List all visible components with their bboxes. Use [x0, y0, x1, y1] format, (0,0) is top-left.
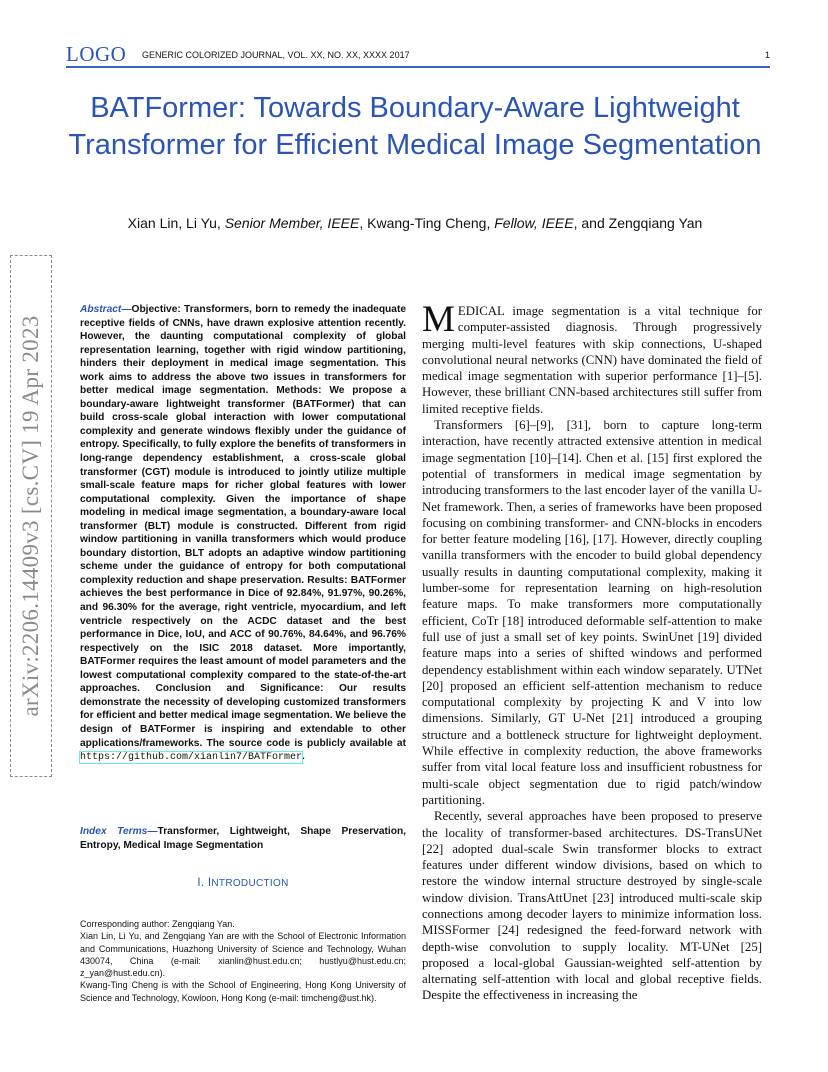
footnote-affiliation-2: Kwang-Ting Cheng is with the School of Engineering, Hong Kong University of Science and Technology, Kowloon, Hong Kong (e-mail: timcheng@ust.hk).	[80, 980, 406, 1003]
arxiv-watermark	[10, 255, 52, 777]
author-role-1: Senior Member, IEEE	[224, 215, 360, 231]
paragraph-3: Recently, several approaches have been proposed to preserve the locality of transformer-based architectures. DS-TransUNet [22] adopted dual-scale Swin transformer blocks to extract features under different window divisions, based on which to restore the window internal structure destroyed by single-scale window division. TransAttUnet [23] introduced multi-scale skip connections among decoder layers to minimize information loss. MISSFormer [24] redesigned the feed-forward network with depth-wise convolution to supply locality. MT-UNet [25] proposed a local-global Gaussian-weighted self-attention by alternating self-attention with local and global receptive fields. Despite the effectiveness in increasing the	[422, 809, 762, 1003]
arxiv-id: arXiv:2206.14409v3 [cs.CV] 19 Apr 2023	[18, 315, 43, 717]
section-first-letter: I	[207, 877, 212, 889]
body-text	[422, 299, 762, 1004]
source-code-link[interactable]: https://github.com/xianlin7/BATFormer	[80, 752, 303, 764]
author-names-3: , and Zengqiang Yan	[573, 215, 703, 231]
paragraph-1-text: EDICAL image segmentation is a vital technique for computer-assisted diagnosis. Through progressively merging multi-level features with skip connections, U-shaped convolutional neural networks (CNN) have dominated the field of medical image segmentation with superior performance [1]–[5]. However, these brilliant CNN-based architectures still suffer from limited receptive fields.	[422, 304, 762, 416]
index-terms-lead: Index Terms—	[80, 826, 158, 837]
abstract-text: Objective: Transformers, born to remedy the inadequate receptive fields of CNNs, have drawn explosive attention recently. However, the daunting computational complexity of global representation learning, together with rigid window partitioning, hinders their deployment in medical image segmentation. This work aims to address the above two issues in transformers for better medical image segmentation. Methods: We propose a boundary-aware lightweight transformer (BATFormer) that can build cross-scale global interaction with lower computational complexity and generate windows flexibly under the guidance of entropy. Specifically, to fully explore the benefits of transformers in long-range dependency establishment, a cross-scale global transformer (CGT) module is introduced to jointly utilize multiple small-scale feature maps for richer global features with lower computational complexity. Given the importance of shape modeling in medical image segmentation, a boundary-aware local transformer (BLT) module is constructed. Different from rigid window partitioning in vanilla transformers which would produce boundary distortion, BLT adopts an adaptive window partitioning scheme under the guidance of entropy for both computational complexity reduction and shape preservation. Results: BATFormer achieves the best performance in Dice of 92.84%, 91.97%, 90.26%, and 96.30% for the average, right ventricle, myocardium, and left ventricle respectively on the ACDC dataset and the best performance in Dice, IoU, and ACC of 90.76%, 84.64%, and 96.76% respectively on the ISIC 2018 dataset. More importantly, BATFormer requires the least amount of model parameters and the lowest computational complexity compared to the state-of-the-art approaches. Conclusion and Significance: Our results demonstrate the necessity of developing customized transformers for efficient and better medical image segmentation. We believe the design of BATFormer is inspiring and extendable to other applications/frameworks. The source code is publicly available at	[80, 304, 406, 749]
index-terms	[80, 825, 406, 852]
journal-logo: LOGO	[66, 42, 127, 66]
footnotes	[80, 918, 406, 1004]
page-number: 1	[764, 50, 770, 60]
paragraph-1	[422, 299, 762, 417]
journal-name: GENERIC COLORIZED JOURNAL, VOL. XX, NO. XX, XXXX 2017	[142, 50, 410, 60]
author-role-2: Fellow, IEEE	[494, 215, 574, 231]
drop-cap: M	[422, 299, 455, 340]
author-names-2: , Kwang-Ting Cheng,	[359, 215, 495, 231]
footnote-corresponding: Corresponding author: Zengqiang Yan.	[80, 919, 235, 929]
running-header	[66, 44, 770, 66]
abstract-end: .	[302, 751, 305, 763]
header-rule	[66, 66, 770, 68]
author-list	[60, 215, 770, 231]
abstract-lead: Abstract—	[80, 304, 132, 315]
author-names-1: Xian Lin, Li Yu,	[127, 215, 225, 231]
section-heading-introduction	[80, 877, 406, 889]
section-rest: NTRODUCTION	[211, 878, 289, 889]
paragraph-2: Transformers [6]–[9], [31], born to capture long-term interaction, have recently attracted extensive attention in medical image segmentation [10]–[14]. Chen et al. [15] first explored the potential of transformers in medical image segmentation by introducing transformers to the last encoder layer of the vanilla U-Net framework. Then, a series of frameworks have been proposed focusing on combining transformer- and CNN-blocks in encoders for better feature modeling [16], [17]. However, directly coupling vanilla transformers with the encoder to build global dependency usually results in daunting computational complexity, making it lumber-some for representation learning on high-resolution feature maps. To make transformers more computationally efficient, CoTr [18] introduced deformable self-attention to make full use of just a small set of key points. SwinUnet [19] divided feature maps into a series of shifted windows and performed dependency establishment within each window separately. UTNet [20] proposed an efficient self-attention mechanism to reduce computational complexity by projecting K and V into low dimensions. Similarly, GT U-Net [21] introduced a grouping structure and a bottleneck structure for lightweight deployment. While effective in complexity reduction, the above frameworks suffer from vital local feature loss and insufficient robustness for multi-scale object segmentation due to rigid patch/window partitioning.	[422, 418, 762, 807]
index-terms-text: Transformer, Lightweight, Shape Preservation, Entropy, Medical Image Segmentation	[80, 826, 407, 851]
section-number: I.	[197, 877, 208, 889]
abstract	[80, 303, 406, 765]
footnote-affiliation-1: Xian Lin, Li Yu, and Zengqiang Yan are with the School of Electronic Information and Communications, Huazhong University of Science and Technology, Wuhan 430074, China (e-mail: xianlin@hust.edu.cn; hustlyu@hust.edu.cn; z_yan@hust.edu.cn).	[80, 931, 406, 979]
paper-title: BATFormer: Towards Boundary-Aware Lightweight Transformer for Efficient Medical Image Segmentation	[68, 92, 762, 161]
